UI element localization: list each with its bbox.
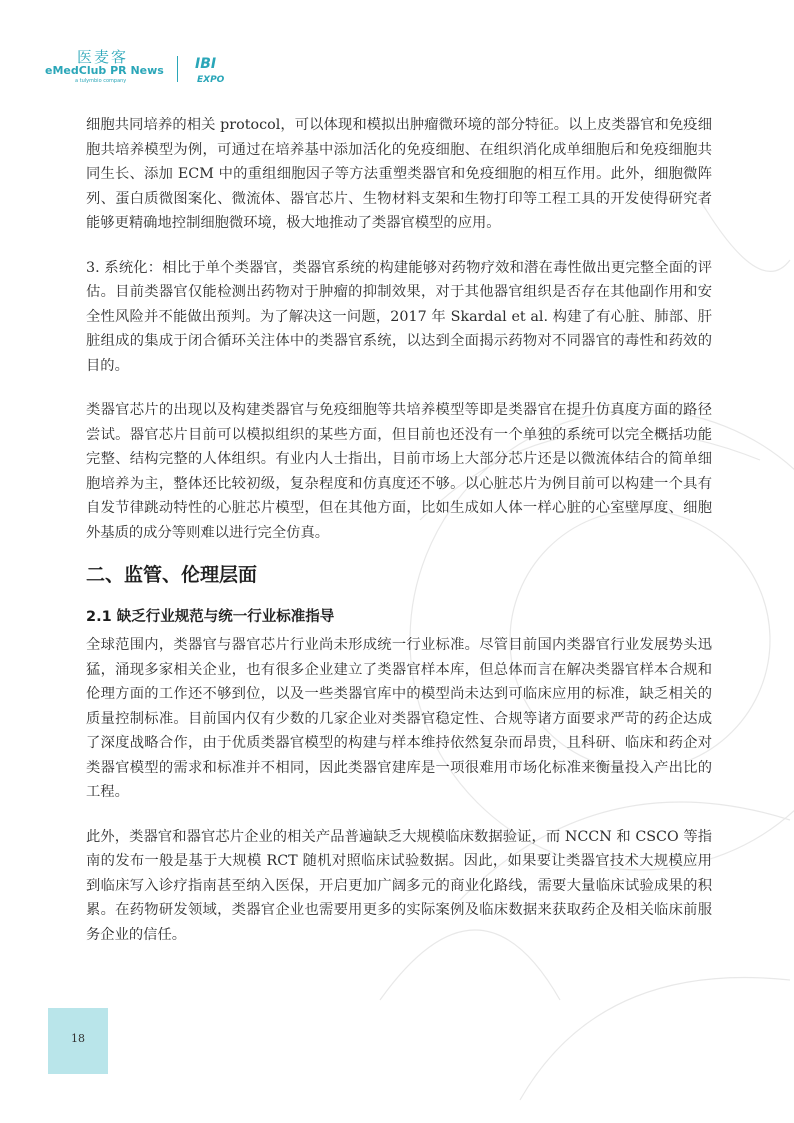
- section-heading: 二、监管、伦理层面: [86, 564, 258, 586]
- paragraph-5: 此外，类器官和器官芯片企业的相关产品普遍缺乏大规模临床数据验证，而 NCCN 和 CSCO 等指南的发布一般是基于大规模 RCT 随机对照临床试验数据。因此，如果要让类器官技术大规模应用到临床写入诊疗指南甚至纳入医保，开启更加广阔多元的商业化路线，需要大量临床试验成果的积累。在药物研发领域，类器官企业也需要用更多的实际案例及临床数据来获取药企及相关临床前服务企业的信任。: [86, 828, 712, 943]
- paragraph-1: 细胞共同培养的相关 protocol，可以体现和模拟出肿瘤微环境的部分特征。以上皮类器官和免疫细胞共培养模型为例，可通过在培养基中添加活化的免疫细胞、在组织消化成单细胞后和免疫细胞共同生长、添加 ECM 中的重组细胞因子等方法重塑类器官和免疫细胞的相互作用。此外，细胞微阵列、蛋白质微图案化、微流体、器官芯片、生物材料支架和生物打印等工程工具的开发使得研究者能够更精确地控制细胞微环境，极大地推动了类器官模型的应用。: [86, 117, 712, 231]
- page-number: 18: [71, 1032, 85, 1045]
- logo-english: eMedClub PR News: [45, 64, 164, 77]
- logo-divider: [177, 56, 178, 82]
- paragraph-3: 类器官芯片的出现以及构建类器官与免疫细胞等共培养模型等即是类器官在提升仿真度方面的路径尝试。器官芯片目前可以模拟组织的某些方面，但目前也还没有一个单独的系统可以完全概括功能完整、结构完整的人体组织。有业内人士指出，目前市场上大部分芯片还是以微流体结合的简单细胞培养为主，整体还比较初级，复杂程度和仿真度还不够。以心脏芯片为例目前可以构建一个具有自发节律跳动特性的心脏芯片模型，但在其他方面，比如生成如人体一样心脏的心室壁厚度、细胞外基质的成分等则难以进行完全仿真。: [86, 402, 712, 541]
- paragraph-2: 3. 系统化：相比于单个类器官，类器官系统的构建能够对药物疗效和潜在毒性做出更完整全面的评估。目前类器官仅能检测出药物对于肿瘤的抑制效果，对于其他器官组织是否存在其他副作用和安全性风险并不能做出预判。为了解决这一问题，2017 年 Skardal et al. 构建了有心脏、肺部、肝脏组成的集成于闭合循环关注体中的类器官系统，以达到全面揭示药物对不同器官的毒性和药效的目的。: [86, 259, 712, 374]
- main-content: [86, 113, 712, 947]
- subsection-heading: 2.1 缺乏行业规范与统一行业标准指导: [86, 609, 335, 625]
- paragraph-4: 全球范围内，类器官与器官芯片行业尚未形成统一行业标准。尽管目前国内类器官行业发展势头迅猛，涌现多家相关企业，也有很多企业建立了类器官样本库，但总体而言在解决类器官样本合规和伦理方面的工作还不够到位，以及一些类器官库中的模型尚未达到可临床应用的标准，缺乏相关的质量控制标准。目前国内仅有少数的几家企业对类器官稳定性、合规等诸方面要求严苛的药企达成了深度战略合作，由于优质类器官模型的构建与样本维持依然复杂而昂贵，且科研、临床和药企对类器官模型的需求和标准并不相同，因此类器官建库是一项很难用市场化标准来衡量投入产出比的工程。: [86, 637, 712, 800]
- expo-logo-text: EXPO: [197, 75, 225, 85]
- logo-subtitle: a tulymbio company: [75, 78, 127, 84]
- logo-chinese: 医麦客: [77, 48, 129, 66]
- ibi-logo-text: IBI: [195, 56, 217, 72]
- ibi-expo-logo: [189, 52, 239, 86]
